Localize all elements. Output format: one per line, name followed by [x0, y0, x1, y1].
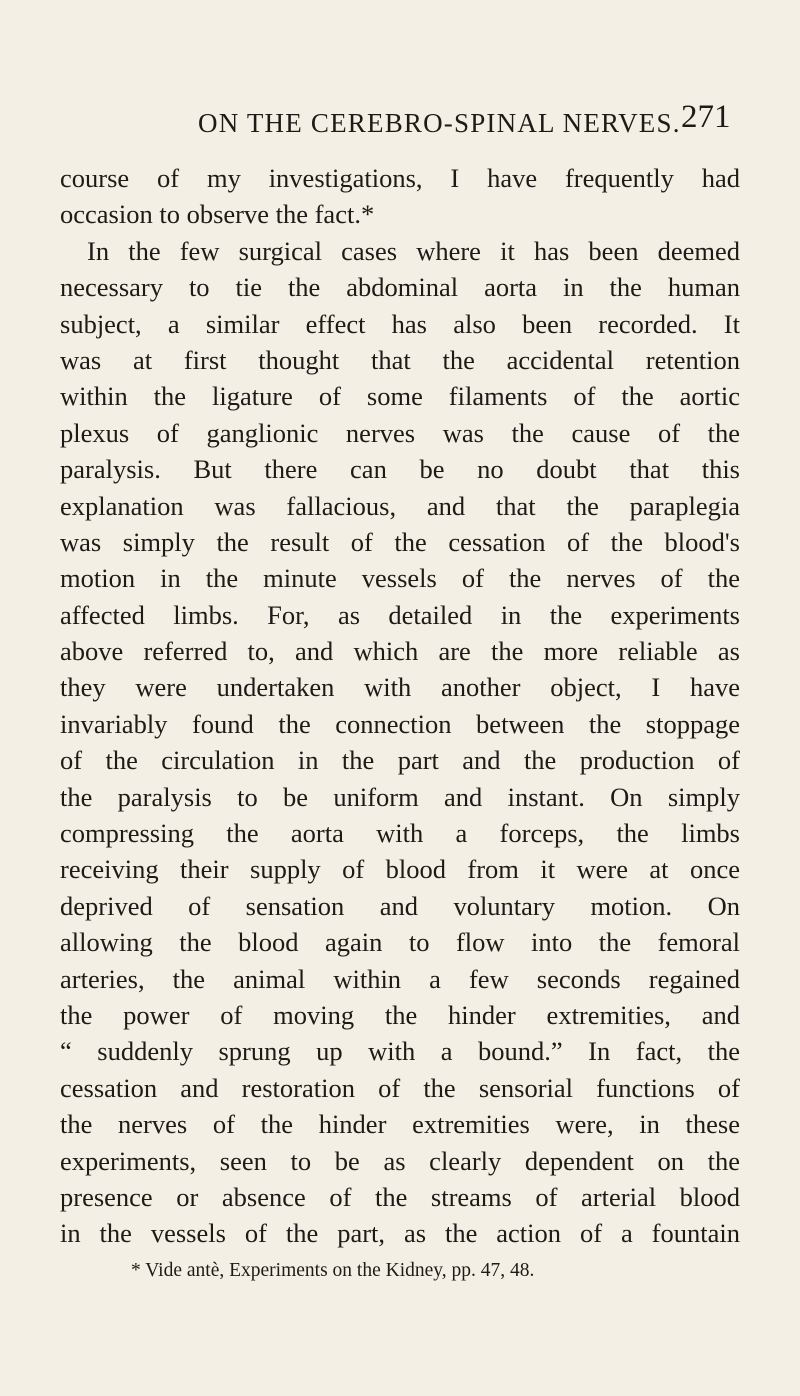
text-line: In the few surgical cases where it has been deemed	[87, 235, 740, 266]
text-line: above referred to, and which are the more reliable as	[60, 636, 740, 667]
text-line: cessation and restoration of the sensorial functions of	[60, 1072, 740, 1103]
text-line: arteries, the animal within a few seconds regained	[60, 963, 740, 994]
text-line: was at first thought that the accidental retention	[60, 344, 740, 375]
text-line: occasion to observe the fact.*	[60, 199, 375, 230]
text-line: in the vessels of the part, as the action of a fountain	[60, 1218, 740, 1249]
body-text	[60, 160, 740, 1252]
text-line: plexus of ganglionic nerves was the cause of the	[60, 417, 740, 448]
text-line: necessary to tie the abdominal aorta in the human	[60, 272, 740, 303]
text-line: the power of moving the hinder extremities, and	[60, 999, 740, 1030]
text-line: they were undertaken with another object, I have	[60, 672, 740, 703]
text-line: “ suddenly sprung up with a bound.” In fact, the	[60, 1036, 740, 1067]
text-line: compressing the aorta with a forceps, the limbs	[60, 818, 740, 849]
text-line: paralysis. But there can be no doubt that this	[60, 454, 740, 485]
text-line: experiments, seen to be as clearly dependent on the	[60, 1145, 740, 1176]
page-number: 271	[681, 99, 731, 135]
text-line: receiving their supply of blood from it were at once	[60, 854, 740, 885]
running-head: ON THE CEREBRO-SPINAL NERVES.	[198, 108, 681, 138]
text-line: was simply the result of the cessation of the blood's	[60, 526, 740, 557]
text-line: of the circulation in the part and the production of	[60, 745, 740, 776]
text-line: subject, a similar effect has also been recorded. It	[60, 308, 740, 339]
text-line: within the ligature of some filaments of the aortic	[60, 381, 740, 412]
text-line: the paralysis to be uniform and instant. On simply	[60, 781, 740, 812]
text-line: the nerves of the hinder extremities were, in these	[60, 1109, 740, 1140]
text-line: invariably found the connection between the stoppage	[60, 708, 740, 739]
text-line: motion in the minute vessels of the nerves of the	[60, 563, 740, 594]
text-line: explanation was fallacious, and that the paraplegia	[60, 490, 740, 521]
footnote: * Vide antè, Experiments on the Kidney, pp. 47, 48.	[131, 1260, 535, 1281]
text-line: deprived of sensation and voluntary motion. On	[60, 890, 740, 921]
text-line: affected limbs. For, as detailed in the experiments	[60, 599, 740, 630]
text-line: course of my investigations, I have frequently had	[60, 163, 740, 193]
text-line: presence or absence of the streams of arterial blood	[60, 1181, 740, 1212]
text-line: allowing the blood again to flow into the femoral	[60, 927, 740, 958]
